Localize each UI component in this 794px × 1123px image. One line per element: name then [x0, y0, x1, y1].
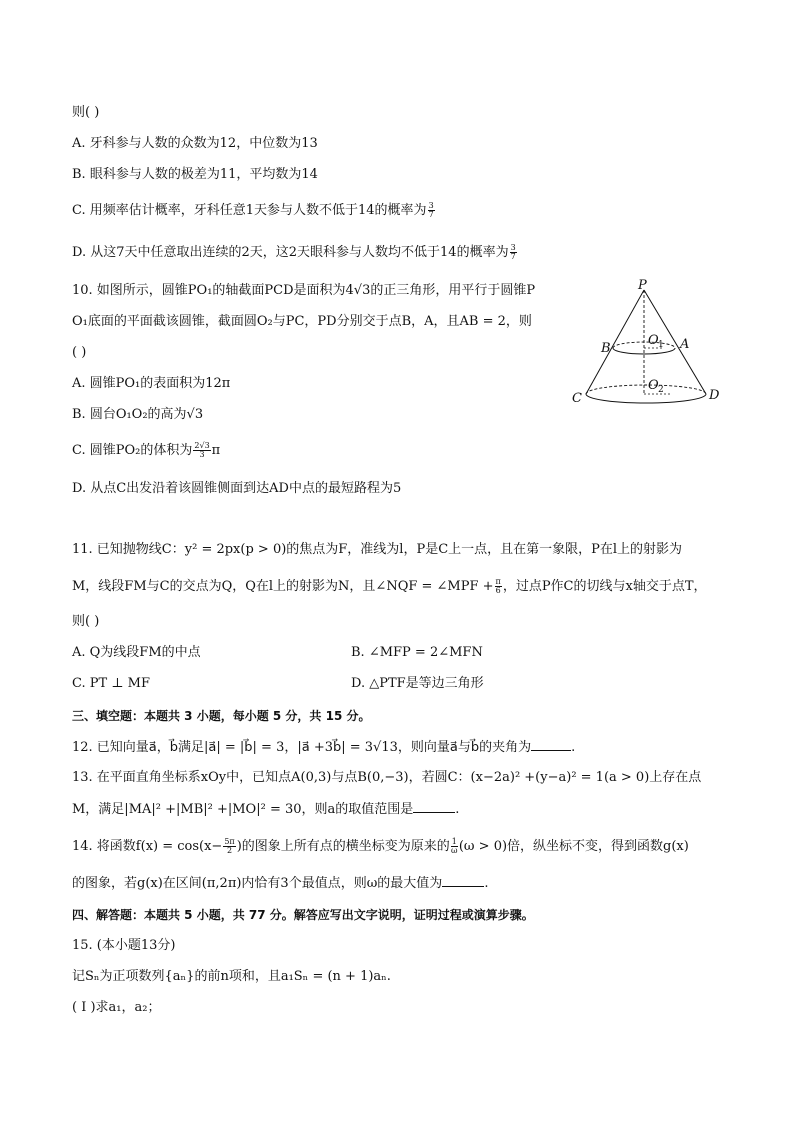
q14-line2	[72, 874, 488, 893]
label-o2-sub: 2	[658, 385, 664, 395]
q10-c-fraction: $\frac{2√3}{3}$	[194, 441, 210, 459]
q13-line2	[72, 800, 459, 819]
q9-option-a: A. 牙科参与人数的众数为12，中位数为13	[72, 136, 318, 151]
label-d: D	[709, 388, 720, 403]
q13-line2-text: M，满足|MA|² +|MB|² +|MO|² = 30，则a的取值范围是	[72, 802, 414, 817]
q11-line1: 11. 已知抛物线C：y² = 2px(p > 0)的焦点为F，准线为l，P是C上一点，且在第一象限，P在l上的射影为	[72, 542, 683, 557]
q11-line2-post: ，过点P作C的切线与x轴交于点T，	[502, 579, 707, 594]
section-fill-in-title: 三、填空题：本题共 3 小题，每小题 5 分，共 15 分。	[72, 709, 371, 723]
q9-d-fraction: $\frac{3}{7}$	[510, 243, 516, 261]
label-o1-sub: 1	[658, 340, 664, 350]
q11-fraction: $\frac{\pi}{6}$	[495, 577, 501, 595]
q11-option-d: D. △PTF是等边三角形	[351, 676, 484, 691]
label-b: B	[601, 341, 611, 356]
q15-part1: ( I )求a₁，a₂；	[72, 1000, 161, 1015]
q15-line1: 记Sₙ为正项数列{aₙ}的前n项和，且a₁Sₙ = (n + 1)aₙ.	[72, 969, 391, 984]
q9-c-fraction: $\frac{3}{7}$	[428, 201, 434, 219]
q10-line2: O₁底面的平面截该圆锥，截面圆O₂与PC，PD分别交于点B，A，且AB = 2，则	[72, 314, 532, 329]
q9-option-d-text: D. 从这7天中任意取出连续的2天，这2天眼科参与人数均不低于14的概率为	[72, 245, 509, 260]
base-ellipse-front	[586, 394, 706, 403]
q9-option-c-text: C. 用频率估计概率，牙科任意1天参与人数不低于14的概率为	[72, 203, 427, 218]
q14-line2-text: 的图象，若g(x)在区间(π,2π)内恰有3个最值点，则ω的最大值为	[72, 876, 443, 891]
q9-tail: 则( )	[72, 105, 100, 120]
q14-answer-blank	[442, 874, 484, 887]
label-c: C	[572, 391, 582, 406]
q12-answer-blank	[531, 738, 571, 751]
q14-line1	[72, 838, 689, 856]
q11-line2	[72, 578, 707, 596]
label-p: P	[638, 278, 647, 293]
q10-option-b: B. 圆台O₁O₂的高为√3	[72, 407, 204, 422]
q11-paren: 则( )	[72, 614, 100, 629]
q9-option-d	[72, 244, 518, 262]
q14-mid: )的图象上所有点的横坐标变为原来的	[236, 839, 450, 854]
q10-c-pre: C. 圆锥PO₂的体积为	[72, 443, 193, 458]
q10-line1: 10. 如图所示，圆锥PO₁的轴截面PCD是面积为4√3的正三角形，用平行于圆锥P	[72, 283, 536, 298]
q14-line2-post: .	[484, 876, 489, 891]
q15-head: 15. (本小题13分)	[72, 938, 176, 953]
q12-post: .	[571, 740, 576, 755]
base-ellipse-back	[586, 385, 706, 394]
section-answer-title: 四、解答题：本题共 5 小题，共 77 分。解答应写出文字说明，证明过程或演算步骤。	[72, 908, 534, 922]
q9-option-c	[72, 202, 436, 220]
q14-fraction1: $\frac{5\pi}{2}$	[224, 837, 235, 855]
q13-post: .	[455, 802, 460, 817]
cone-figure	[568, 278, 728, 408]
label-o1: O	[648, 333, 659, 348]
q12-text: 12. 已知向量a⃗，b⃗满足|a⃗| = |b⃗| = 3，|a⃗ +3b⃗| = 3√13，则向量a⃗与b⃗的夹角为	[72, 740, 532, 755]
q14-post: (ω > 0)倍，纵坐标不变，得到函数g(x)	[458, 839, 689, 854]
q10-option-d: D. 从点C出发沿着该圆锥侧面到达AD中点的最短路程为5	[72, 481, 402, 496]
q9-option-b: B. 眼科参与人数的极差为11，平均数为14	[72, 167, 318, 182]
q14-fraction2: $\frac{1}{\omega}$	[451, 837, 458, 855]
q13-line1: 13. 在平面直角坐标系xOy中，已知点A(0,3)与点B(0,−3)，若圆C：(x−2a)² +(y−a)² = 1(a > 0)上存在点	[72, 770, 702, 785]
cone-edge-left	[586, 290, 644, 394]
q10-paren: ( )	[72, 345, 87, 360]
q12	[72, 738, 575, 757]
q11-option-b: B. ∠MFP = 2∠MFN	[351, 645, 483, 660]
q10-option-c	[72, 442, 220, 460]
q14-pre: 14. 将函数f(x) = cos(x−	[72, 839, 223, 854]
q10-c-post: π	[211, 443, 221, 458]
q11-line2-pre: M，线段FM与C的交点为Q，Q在l上的射影为N，且∠NQF = ∠MPF +	[72, 579, 494, 594]
q13-answer-blank	[413, 800, 455, 813]
q10-option-a: A. 圆锥PO₁的表面积为12π	[72, 376, 231, 391]
label-a: A	[680, 337, 690, 352]
q11-option-c: C. PT ⊥ MF	[72, 676, 150, 691]
q11-option-a: A. Q为线段FM的中点	[72, 645, 201, 660]
label-o2: O	[648, 378, 659, 393]
